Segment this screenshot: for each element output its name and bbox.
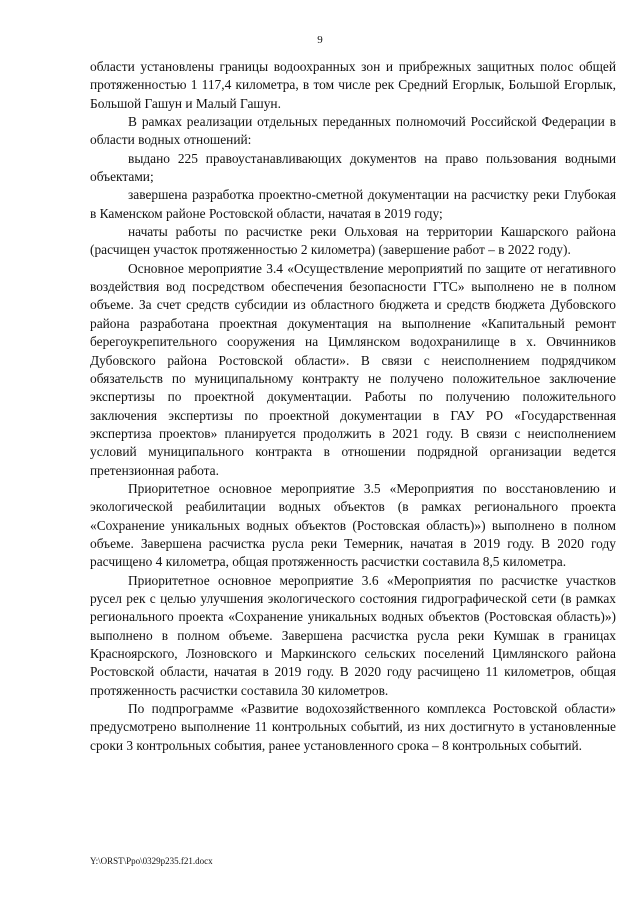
document-body xyxy=(90,58,616,755)
paragraph-measure-3-5: Приоритетное основное мероприятие 3.5 «Мероприятия по восстановлению и экологической реабилитации водных объектов (в рамках регионального проекта «Сохранение уникальных водных объектов (Ростовская область)») выполнено в полном объеме. Завершена расчистка русла реки Темерник, начатая в 2019 году. В 2020 году расчищено 4 километра, общая протяженность расчистки составила 8,5 километра. xyxy=(90,480,616,570)
paragraph-federal-powers: В рамках реализации отдельных переданных полномочий Российской Федерации в области водных отношений: xyxy=(90,114,616,148)
paragraph-glubokaya-river: завершена разработка проектно-сметной документации на расчистку реки Глубокая в Каменском районе Ростовской области, начатая в 2019 году; xyxy=(90,187,616,221)
paragraph-subprogram-summary: По подпрограмме «Развитие водохозяйственного комплекса Ростовской области» предусмотрено выполнение 11 контрольных событий, из них достигнуто в установленные сроки 3 контрольных события, ранее установленного срока – 8 контрольных событий. xyxy=(90,701,616,753)
paragraph-documents-issued: выдано 225 правоустанавливающих документов на право пользования водными объектами; xyxy=(90,150,616,185)
footer-file-path: Y:\ORST\Ppo\0329p235.f21.docx xyxy=(90,856,213,866)
paragraph-olkhovaya-river: начаты работы по расчистке реки Ольховая на территории Кашарского района (расчищен участок протяженностью 2 километра) (завершение работ – в 2022 году). xyxy=(90,224,616,258)
paragraph-continuation: области установлены границы водоохранных зон и прибрежных защитных полос общей протяженностью 1 117,4 километра, в том числе рек Средний Егорлык, Большой Егорлык, Большой Гашун и Малый Гашун. xyxy=(90,59,616,111)
paragraph-measure-3-4: Основное мероприятие 3.4 «Осуществление мероприятий по защите от негативного воздействия вод посредством обеспечения безопасности ГТС» выполнено не в полном объеме. За счет средств субсидии из областного бюджета и средств бюджета Дубовского района разработана проектная документация на выполнение «Капитальный ремонт берегоукрепительного сооружения на Цимлянском водохранилище в х. Овчинников Дубовского района Ростовской области». В связи с неисполнением подрядчиком обязательств по муниципальному контракту не получено положительное заключение экспертизы по проектной документации. Работы по получению положительного заключения экспертизы по проектной документации в ГАУ РО «Государственная экспертиза проектов» планируется продолжить в 2021 году. В связи с неисполнением условий муниципального контракта в отношении подрядной организации ведется претензионная работа. xyxy=(90,260,616,478)
page-number: 9 xyxy=(317,34,323,46)
paragraph-measure-3-6: Приоритетное основное мероприятие 3.6 «Мероприятия по расчистке участков русел рек с целью улучшения экологического состояния гидрографической сети (в рамках регионального проекта «Сохранение уникальных водных объектов (Ростовская область)») выполнено в полном объеме. Завершена расчистка русла реки Кумшак в границах Красноярского, Лозновского и Маркинского сельских поселений Цимлянского района Ростовской области, начатая в 2019 году. В 2020 году расчищено 11 километров, общая протяженность расчистки составила 30 километров. xyxy=(90,572,616,698)
